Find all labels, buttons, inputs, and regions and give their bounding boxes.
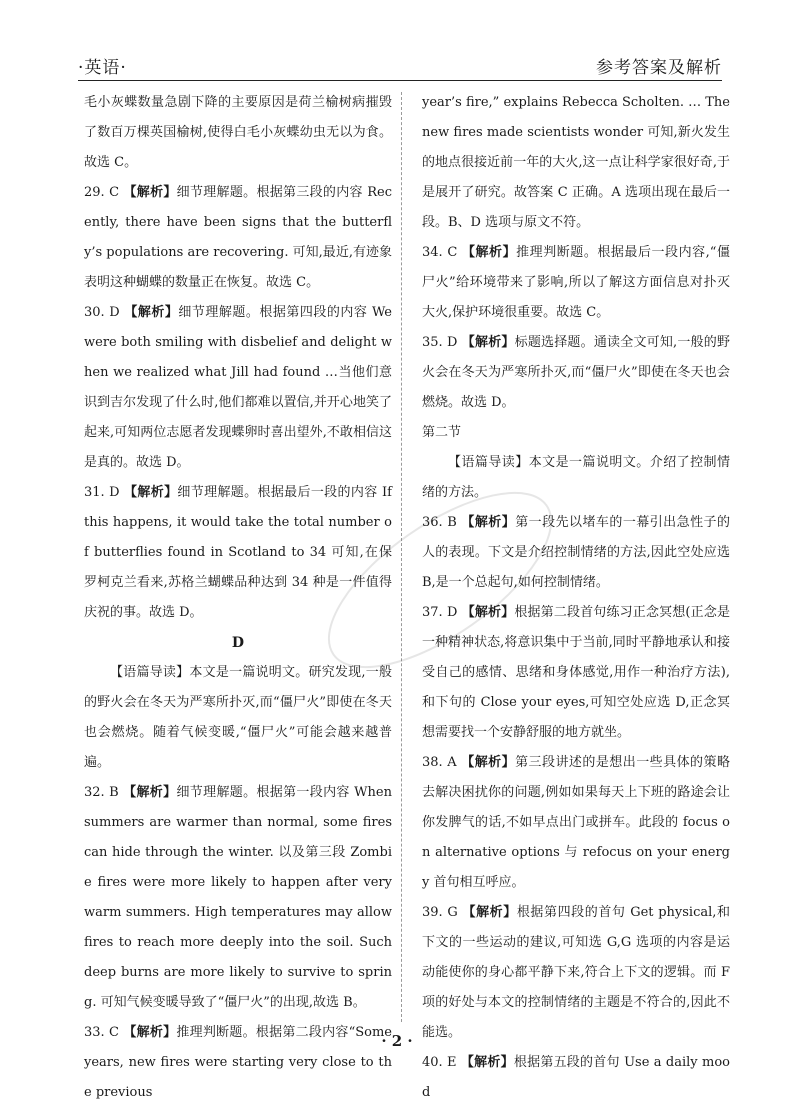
analysis-tag: 【解析】 (460, 1055, 514, 1070)
explanation-text: 推理判断题。根据第二段内容“Some years, new fires were starting very close to the previous (84, 1025, 392, 1100)
explanation-text: 标题选择题。通读全文可知,一般的野火会在冬天为严寒所扑灭,而“僵尸火”即使在冬天也会燃烧。故选 D。 (422, 335, 730, 410)
question-number: 35. D (422, 335, 462, 350)
analysis-tag: 【解析】 (461, 755, 516, 770)
answer-columns (84, 88, 730, 1100)
explanation-text: 细节理解题。根据最后一段的内容 If this happens, it would take the total number of butterflies found in Scotland to 34 可知,在保罗柯克兰看来,苏格兰蝴蝶品种达到 34 种是一件值得庆祝的事。故选 D。 (84, 485, 392, 620)
explanation-text: 推理判断题。根据最后一段内容,“僵尸火”给环境带来了影响,所以了解这方面信息对扑灭大火,保护环境很重要。故选 C。 (422, 245, 730, 320)
analysis-tag: 【解析】 (461, 515, 516, 530)
explanation-text: 细节理解题。根据第四段的内容 We were both smiling with disbelief and delight when we realized what Jill had found …当他们意识到吉尔发现了什么时,他们都难以置信,并开心地笑了起来,可知两位志愿者发现蝶卵时喜出望外,不敢相信这是真的。故选 D。 (84, 305, 392, 470)
left-column (84, 88, 392, 1100)
answer-explanation (84, 298, 392, 478)
question-number: 36. B (422, 515, 462, 530)
page-number: · 2 · (381, 1032, 413, 1050)
answer-explanation (422, 238, 730, 328)
paragraph: 毛小灰蝶数量急剧下降的主要原因是荷兰榆树病摧毁了数百万棵英国榆树,使得白毛小灰蝶幼虫无以为食。故选 C。 (84, 95, 392, 170)
answer-explanation (422, 898, 730, 1048)
section-title: 参考答案及解析 (596, 57, 722, 78)
question-number: 33. C (84, 1025, 124, 1040)
answer-explanation (422, 748, 730, 898)
answer-explanation (422, 508, 730, 598)
question-number: 29. C (84, 185, 124, 200)
explanation-text: 根据第四段的首句 Get physical,和下文的一些运动的建议,可知选 G,G 选项的内容是运动能使你的身心都平静下来,符合上下文的逻辑。而 F 项的好处与本文的控制情绪的主题是不符合的,因此不能选。 (422, 905, 730, 1040)
explanation-text: 细节理解题。根据第三段的内容 Recently, there have been signs that the butterfly’s populations are recovering. 可知,最近,有迹象表明这种蝴蝶的数量正在恢复。故选 C。 (84, 185, 392, 290)
question-number: 38. A (422, 755, 462, 770)
explanation-text: 细节理解题。根据第一段内容 When summers are warmer than normal, some fires can hide through the winter. 以及第三段 Zombie fires were more likely to happen after very warm summers. High temperatures may allow fires to reach more deeply into the soil. Such deep burns are more likely to survive to spring. 可知气候变暖导致了“僵尸火”的出现,故选 B。 (84, 785, 392, 1010)
answer-explanation (422, 1048, 730, 1108)
analysis-tag: 【解析】 (123, 185, 177, 200)
question-number: 30. D (84, 305, 125, 320)
question-number: 37. D (422, 605, 462, 620)
answer-explanation (84, 778, 392, 1018)
passage-heading: D (231, 635, 245, 651)
analysis-tag: 【解析】 (124, 485, 178, 500)
question-number: 39. G (422, 905, 463, 920)
paragraph: 【语篇导读】本文是一篇说明文。介绍了控制情绪的方法。 (422, 455, 730, 500)
analysis-tag: 【解析】 (124, 305, 179, 320)
analysis-tag: 【解析】 (461, 605, 515, 620)
analysis-tag: 【解析】 (461, 335, 515, 350)
explanation-text: 根据第五段的首句 Use a daily mood (422, 1055, 730, 1100)
answer-explanation (422, 598, 730, 748)
section-label: 第二节 (422, 425, 462, 440)
page-header (78, 50, 722, 81)
analysis-tag: 【解析】 (461, 245, 517, 260)
paragraph: 【语篇导读】本文是一篇说明文。研究发现,一般的野火会在冬天为严寒所扑灭,而“僵尸火”即使在冬天也会燃烧。随着气候变暖,“僵尸火”可能会越来越普遍。 (84, 665, 392, 770)
explanation-text: 根据第二段首句练习正念冥想(正念是一种精神状态,将意识集中于当前,同时平静地承认和接受自己的感情、思绪和身体感觉,用作一种治疗方法),和下句的 Close your eyes,可知空处应选 D,正念冥想需要找一个安静舒服的地方就坐。 (422, 605, 730, 740)
question-number: 31. D (84, 485, 125, 500)
question-number: 32. B (84, 785, 124, 800)
right-column (422, 88, 730, 1100)
answer-explanation (84, 478, 392, 628)
question-number: 40. E (422, 1055, 461, 1070)
analysis-tag: 【解析】 (462, 905, 517, 920)
explanation-text: 第三段讲述的是想出一些具体的策略去解决困扰你的问题,例如如果每天上下班的路途会让你发脾气的话,不如早点出门或拼车。此段的 focus on alternative options 与 refocus on your energy 首句相互呼应。 (422, 755, 730, 890)
answer-explanation (422, 328, 730, 418)
question-number: 34. C (422, 245, 462, 260)
paragraph: year’s fire,” explains Rebecca Scholten. … The new fires made scientists wonder 可知,新火发生的地点很接近前一年的大火,这一点让科学家很好奇,于是展开了研究。故答案 C 正确。A 选项出现在最后一段。B、D 选项与原文不符。 (422, 95, 730, 230)
explanation-text: 第一段先以堵车的一幕引出急性子的人的表现。下文是介绍控制情绪的方法,因此空处应选 B,是一个总起句,如何控制情绪。 (422, 515, 730, 590)
analysis-tag: 【解析】 (123, 1025, 177, 1040)
subject-label: ·英语· (78, 57, 127, 78)
answer-explanation (84, 178, 392, 298)
analysis-tag: 【解析】 (123, 785, 177, 800)
